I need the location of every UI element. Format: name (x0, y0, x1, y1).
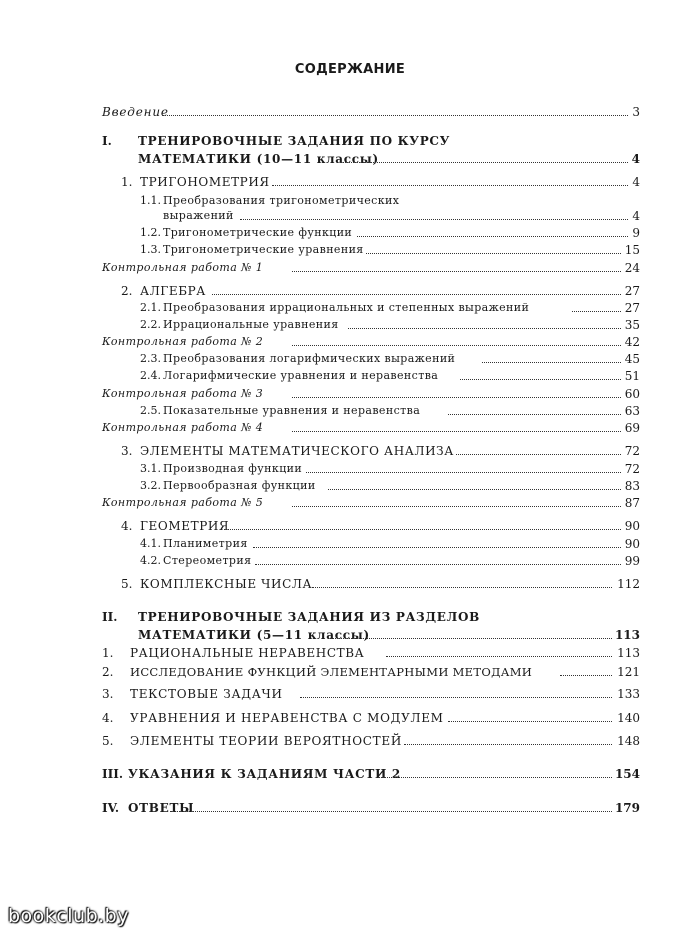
leader-dots (224, 529, 621, 530)
toc-entry-4-2[interactable] (0, 553, 700, 571)
toc-section-number: 4.2. (140, 554, 161, 567)
leader-dots (306, 472, 621, 473)
toc-entry-1-3[interactable] (0, 242, 700, 260)
toc-entry-test-4[interactable] (0, 420, 700, 438)
toc-section-number: 3. (121, 444, 133, 458)
toc-entry-4-1[interactable] (0, 536, 700, 554)
toc-entry-3-2[interactable] (0, 478, 700, 496)
toc-entry-text-tasks[interactable] (0, 686, 700, 704)
toc-page-number: 72 (624, 444, 640, 458)
toc-section-i[interactable] (0, 133, 700, 151)
toc-section-number: 2.5. (140, 404, 161, 417)
toc-page-number: 63 (624, 404, 640, 418)
leader-dots (328, 489, 621, 490)
toc-entry-algebra[interactable] (0, 283, 700, 301)
toc-entry-2-1[interactable] (0, 300, 700, 318)
toc-entry-title: Контрольная работа № 5 (102, 496, 264, 509)
toc-entry-title: ТРЕНИРОВОЧНЫЕ ЗАДАНИЯ ПО КУРСУ (138, 134, 451, 148)
toc-section-iv[interactable] (0, 800, 700, 818)
toc-section-number: 2. (102, 665, 114, 679)
toc-page-number: 4 (632, 175, 640, 189)
toc-entry-title: ЭЛЕМЕНТЫ ТЕОРИИ ВЕРОЯТНОСТЕЙ (130, 734, 403, 748)
toc-section-number: 3. (102, 687, 114, 701)
toc-page-number: 148 (617, 734, 640, 748)
leader-dots (300, 697, 612, 698)
toc-page-number: 45 (624, 352, 640, 366)
toc-page-number: 4 (631, 152, 640, 166)
toc-page-number: 27 (624, 284, 640, 298)
toc-entry-title: УКАЗАНИЯ К ЗАДАНИЯМ ЧАСТИ 2 (128, 767, 401, 781)
toc-page-number: 60 (624, 387, 640, 401)
leader-dots (456, 454, 621, 455)
toc-entry-intro[interactable] (0, 104, 700, 122)
toc-section-number: 2. (121, 284, 133, 298)
toc-section-number: 4. (102, 711, 114, 725)
toc-entry-3-1[interactable] (0, 461, 700, 479)
toc-page-number: 9 (632, 226, 640, 240)
leader-dots (212, 294, 621, 295)
toc-entry-title: Преобразования иррациональных и степенных выражений (163, 301, 530, 314)
leader-dots (170, 811, 612, 812)
toc-entry-title: ТЕКСТОВЫЕ ЗАДАЧИ (130, 687, 283, 701)
leader-dots (366, 253, 621, 254)
toc-entry-probability[interactable] (0, 733, 700, 751)
toc-entry-geometry[interactable] (0, 518, 700, 536)
toc-page-number: 179 (614, 801, 640, 815)
leader-dots (386, 656, 612, 657)
toc-entry-title: Логарифмические уравнения и неравенства (163, 369, 439, 382)
toc-page-number: 99 (624, 554, 640, 568)
toc-page-number: 90 (624, 537, 640, 551)
leader-dots (378, 777, 612, 778)
toc-section-number: 3.1. (140, 462, 161, 475)
toc-entry-test-1[interactable] (0, 260, 700, 278)
toc-entry-2-4[interactable] (0, 368, 700, 386)
leader-dots (330, 638, 612, 639)
toc-entry-trigonometry[interactable] (0, 174, 700, 192)
toc-page-number: 4 (632, 209, 640, 223)
toc-entry-title: ОТВЕТЫ (128, 801, 195, 815)
toc-entry-title: ИССЛЕДОВАНИЕ ФУНКЦИЙ ЭЛЕМЕНТАРНЫМИ МЕТОДАМИ (130, 665, 533, 679)
leader-dots (560, 675, 612, 676)
toc-entry-title: ЭЛЕМЕНТЫ МАТЕМАТИЧЕСКОГО АНАЛИЗА (140, 444, 454, 458)
toc-entry-complex[interactable] (0, 576, 700, 594)
toc-page-number: 133 (617, 687, 640, 701)
toc-section-number: I. (102, 134, 112, 148)
toc-section-number: 1.2. (140, 226, 161, 239)
toc-entry-title: Планиметрия (163, 537, 248, 550)
toc-section-number: 1. (102, 646, 114, 660)
toc-entry-2-2[interactable] (0, 317, 700, 335)
watermark-logo: bookclub.by (8, 905, 129, 927)
toc-page-number: 24 (624, 261, 640, 275)
leader-dots (340, 162, 628, 163)
toc-entry-1-1-cont[interactable] (0, 208, 700, 226)
leader-dots (448, 721, 612, 722)
toc-section-number: 1. (121, 175, 133, 189)
leader-dots (292, 345, 621, 346)
toc-page-number: 83 (624, 479, 640, 493)
toc-entry-title: Контрольная работа № 3 (102, 387, 264, 400)
leader-dots (348, 328, 621, 329)
toc-page-number: 35 (624, 318, 640, 332)
toc-entry-analysis[interactable] (0, 443, 700, 461)
toc-entry-rational[interactable] (0, 645, 700, 663)
leader-dots (312, 587, 612, 588)
toc-entry-functions[interactable] (0, 664, 700, 682)
leader-dots (404, 744, 612, 745)
toc-section-number: 2.3. (140, 352, 161, 365)
toc-entry-modulus[interactable] (0, 710, 700, 728)
toc-page-number: 121 (617, 665, 640, 679)
leader-dots (292, 506, 621, 507)
toc-entry-title: КОМПЛЕКСНЫЕ ЧИСЛА (140, 577, 313, 591)
toc-section-number: 1.1. (140, 194, 161, 207)
toc-section-number: 2.1. (140, 301, 161, 314)
toc-page-number: 15 (624, 243, 640, 257)
toc-entry-1-2[interactable] (0, 225, 700, 243)
toc-entry-title: Стереометрия (163, 554, 252, 567)
leader-dots (253, 547, 621, 548)
leader-dots (292, 397, 621, 398)
toc-page-number: 3 (632, 105, 640, 119)
toc-entry-title: ГЕОМЕТРИЯ (140, 519, 230, 533)
toc-section-number: 1.3. (140, 243, 161, 256)
leader-dots (292, 431, 621, 432)
toc-entry-title: МАТЕМАТИКИ (5—11 классы) (138, 628, 370, 642)
toc-page-number: 69 (624, 421, 640, 435)
toc-section-number: II. (102, 610, 118, 624)
toc-section-number: 2.2. (140, 318, 161, 331)
leader-dots (272, 185, 628, 186)
toc-entry-title: Иррациональные уравнения (163, 318, 339, 331)
toc-entry-title: ТРИГОНОМЕТРИЯ (140, 175, 270, 189)
toc-entry-title: Тригонометрические уравнения (163, 243, 364, 256)
toc-entry-title: Тригонометрические функции (163, 226, 353, 239)
toc-entry-title: МАТЕМАТИКИ (10—11 классы) (138, 152, 379, 166)
toc-entry-title: АЛГЕБРА (140, 284, 206, 298)
toc-section-number: 5. (102, 734, 114, 748)
toc-entry-title: Преобразования тригонометрических (163, 194, 400, 207)
leader-dots (448, 414, 621, 415)
toc-page-number: 112 (617, 577, 640, 591)
toc-section-number: III. (102, 767, 124, 781)
toc-entry-title: Первообразная функции (163, 479, 316, 492)
toc-page-number: 113 (614, 628, 640, 642)
leader-dots (460, 379, 621, 380)
toc-section-number: 3.2. (140, 479, 161, 492)
toc-entry-test-3[interactable] (0, 386, 700, 404)
toc-entry-title: Контрольная работа № 2 (102, 335, 264, 348)
toc-section-number: 2.4. (140, 369, 161, 382)
toc-entry-test-2[interactable] (0, 334, 700, 352)
toc-page-number: 87 (624, 496, 640, 510)
toc-entry-test-5[interactable] (0, 495, 700, 513)
toc-entry-title: РАЦИОНАЛЬНЫЕ НЕРАВЕНСТВА (130, 646, 365, 660)
leader-dots (572, 311, 621, 312)
toc-page-number: 27 (624, 301, 640, 315)
page-title: СОДЕРЖАНИЕ (294, 62, 406, 77)
toc-page-number: 140 (617, 711, 640, 725)
toc-section-number: 4.1. (140, 537, 161, 550)
toc-entry-title: Преобразования логарифмических выражений (163, 352, 456, 365)
toc-entry-title: Контрольная работа № 4 (102, 421, 264, 434)
toc-page-number: 51 (624, 369, 640, 383)
toc-entry-title: выражений (163, 209, 234, 222)
toc-section-number: 5. (121, 577, 133, 591)
toc-section-number: IV. (102, 801, 120, 815)
leader-dots (357, 236, 628, 237)
leader-dots (240, 219, 628, 220)
toc-entry-title: Введение (102, 105, 169, 119)
toc-section-number: 4. (121, 519, 133, 533)
leader-dots (255, 564, 621, 565)
toc-entry-2-5[interactable] (0, 403, 700, 421)
toc-page-number: 42 (624, 335, 640, 349)
leader-dots (292, 271, 621, 272)
toc-page-number: 154 (614, 767, 640, 781)
toc-entry-title: Контрольная работа № 1 (102, 261, 264, 274)
toc-entry-title: ТРЕНИРОВОЧНЫЕ ЗАДАНИЯ ИЗ РАЗДЕЛОВ (138, 610, 480, 624)
toc-entry-title: УРАВНЕНИЯ И НЕРАВЕНСТВА С МОДУЛЕМ (130, 711, 444, 725)
leader-dots (482, 362, 621, 363)
toc-section-ii-cont[interactable] (0, 627, 700, 645)
toc-page-number: 90 (624, 519, 640, 533)
toc-section-ii[interactable] (0, 609, 700, 627)
toc-entry-title: Производная функции (163, 462, 303, 475)
toc-entry-title: Показательные уравнения и неравенства (163, 404, 421, 417)
toc-section-i-cont[interactable] (0, 151, 700, 169)
toc-page-number: 113 (617, 646, 640, 660)
toc-section-iii[interactable] (0, 766, 700, 784)
toc-entry-2-3[interactable] (0, 351, 700, 369)
toc-page-number: 72 (624, 462, 640, 476)
leader-dots (162, 115, 628, 116)
